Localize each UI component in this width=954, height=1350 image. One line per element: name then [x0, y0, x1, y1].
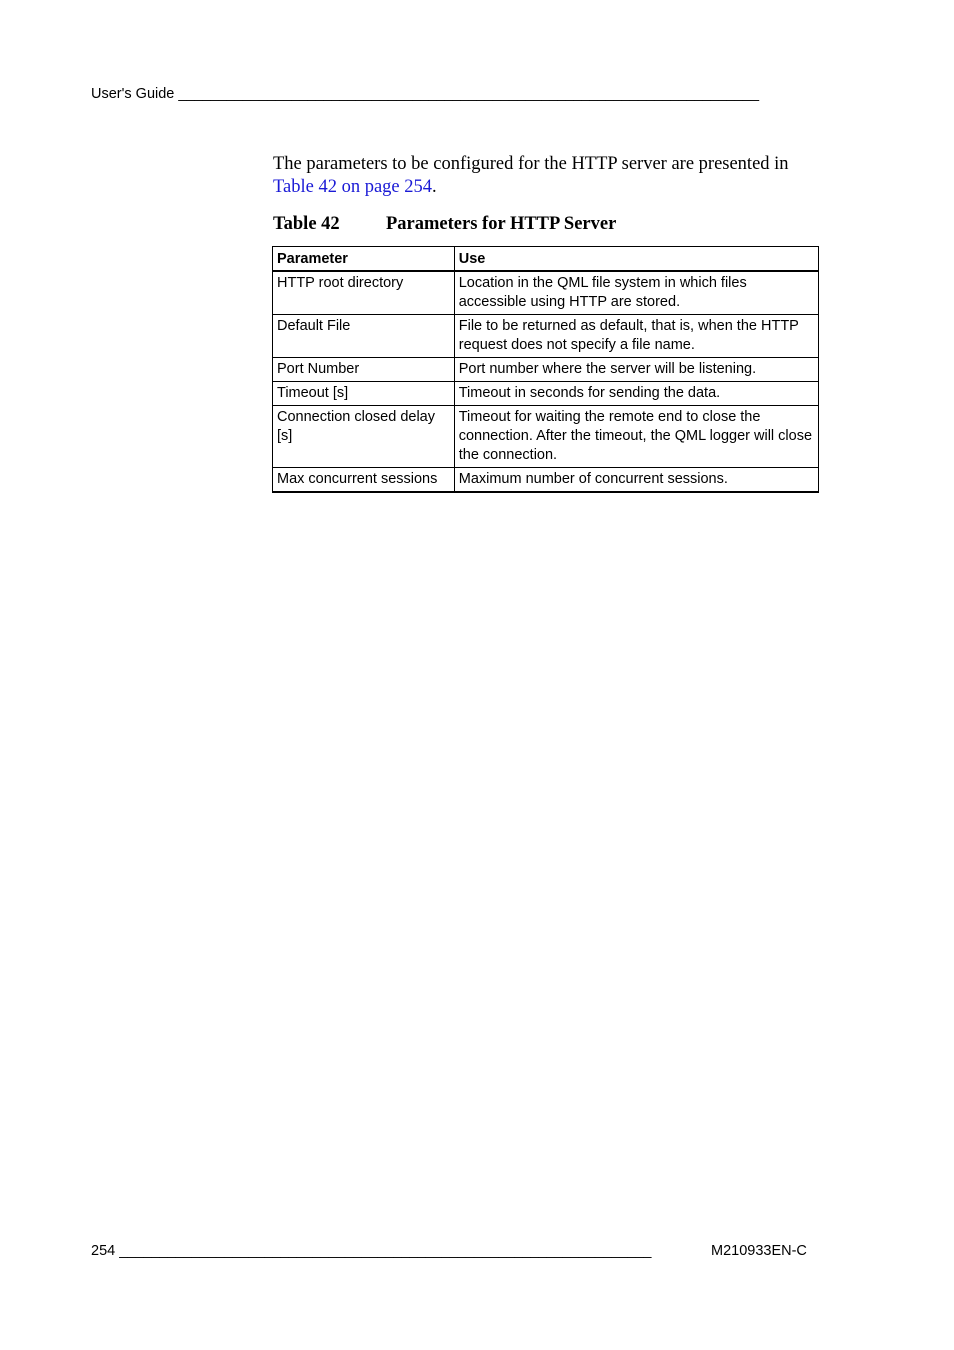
header-label: User's Guide [91, 86, 175, 102]
table-number: Table 42 [273, 214, 340, 234]
page-number: 254 [91, 1243, 116, 1259]
parameter-cell: Port Number [273, 358, 455, 382]
footer-rule: __________________________________________________________________ [119, 1243, 652, 1259]
parameter-cell: Max concurrent sessions [273, 468, 455, 493]
parameter-cell: HTTP root directory [273, 271, 455, 315]
table-row [273, 271, 819, 315]
page-footer [91, 1243, 651, 1259]
parameters-table [272, 246, 819, 493]
table-row [273, 358, 819, 382]
use-cell: Maximum number of concurrent sessions. [454, 468, 818, 493]
table-title: Parameters for HTTP Server [386, 214, 617, 234]
table-row [273, 382, 819, 406]
intro-text: The parameters to be configured for the HTTP server are presented in [273, 154, 789, 174]
use-cell: File to be returned as default, that is, when the HTTP request does not specify a file name. [454, 315, 818, 358]
table-header-row [273, 247, 819, 272]
table-row [273, 315, 819, 358]
document-code: M210933EN-C [711, 1243, 807, 1259]
table-row [273, 406, 819, 468]
intro-paragraph [273, 153, 818, 199]
use-cell: Timeout in seconds for sending the data. [454, 382, 818, 406]
use-cell: Port number where the server will be listening. [454, 358, 818, 382]
table-caption [273, 214, 616, 235]
use-cell: Timeout for waiting the remote end to close the connection. After the timeout, the QML logger will close the connection. [454, 406, 818, 468]
page-header [91, 86, 759, 102]
parameter-cell: Timeout [s] [273, 382, 455, 406]
column-header-use: Use [454, 247, 818, 272]
header-rule: ________________________________________________________________________ [178, 86, 760, 102]
use-cell: Location in the QML file system in which files accessible using HTTP are stored. [454, 271, 818, 315]
column-header-parameter: Parameter [273, 247, 455, 272]
table-reference-link[interactable]: Table 42 on page 254 [273, 177, 432, 197]
table-row [273, 468, 819, 493]
intro-end: . [432, 177, 437, 197]
parameter-cell: Default File [273, 315, 455, 358]
parameter-cell: Connection closed delay [s] [273, 406, 455, 468]
